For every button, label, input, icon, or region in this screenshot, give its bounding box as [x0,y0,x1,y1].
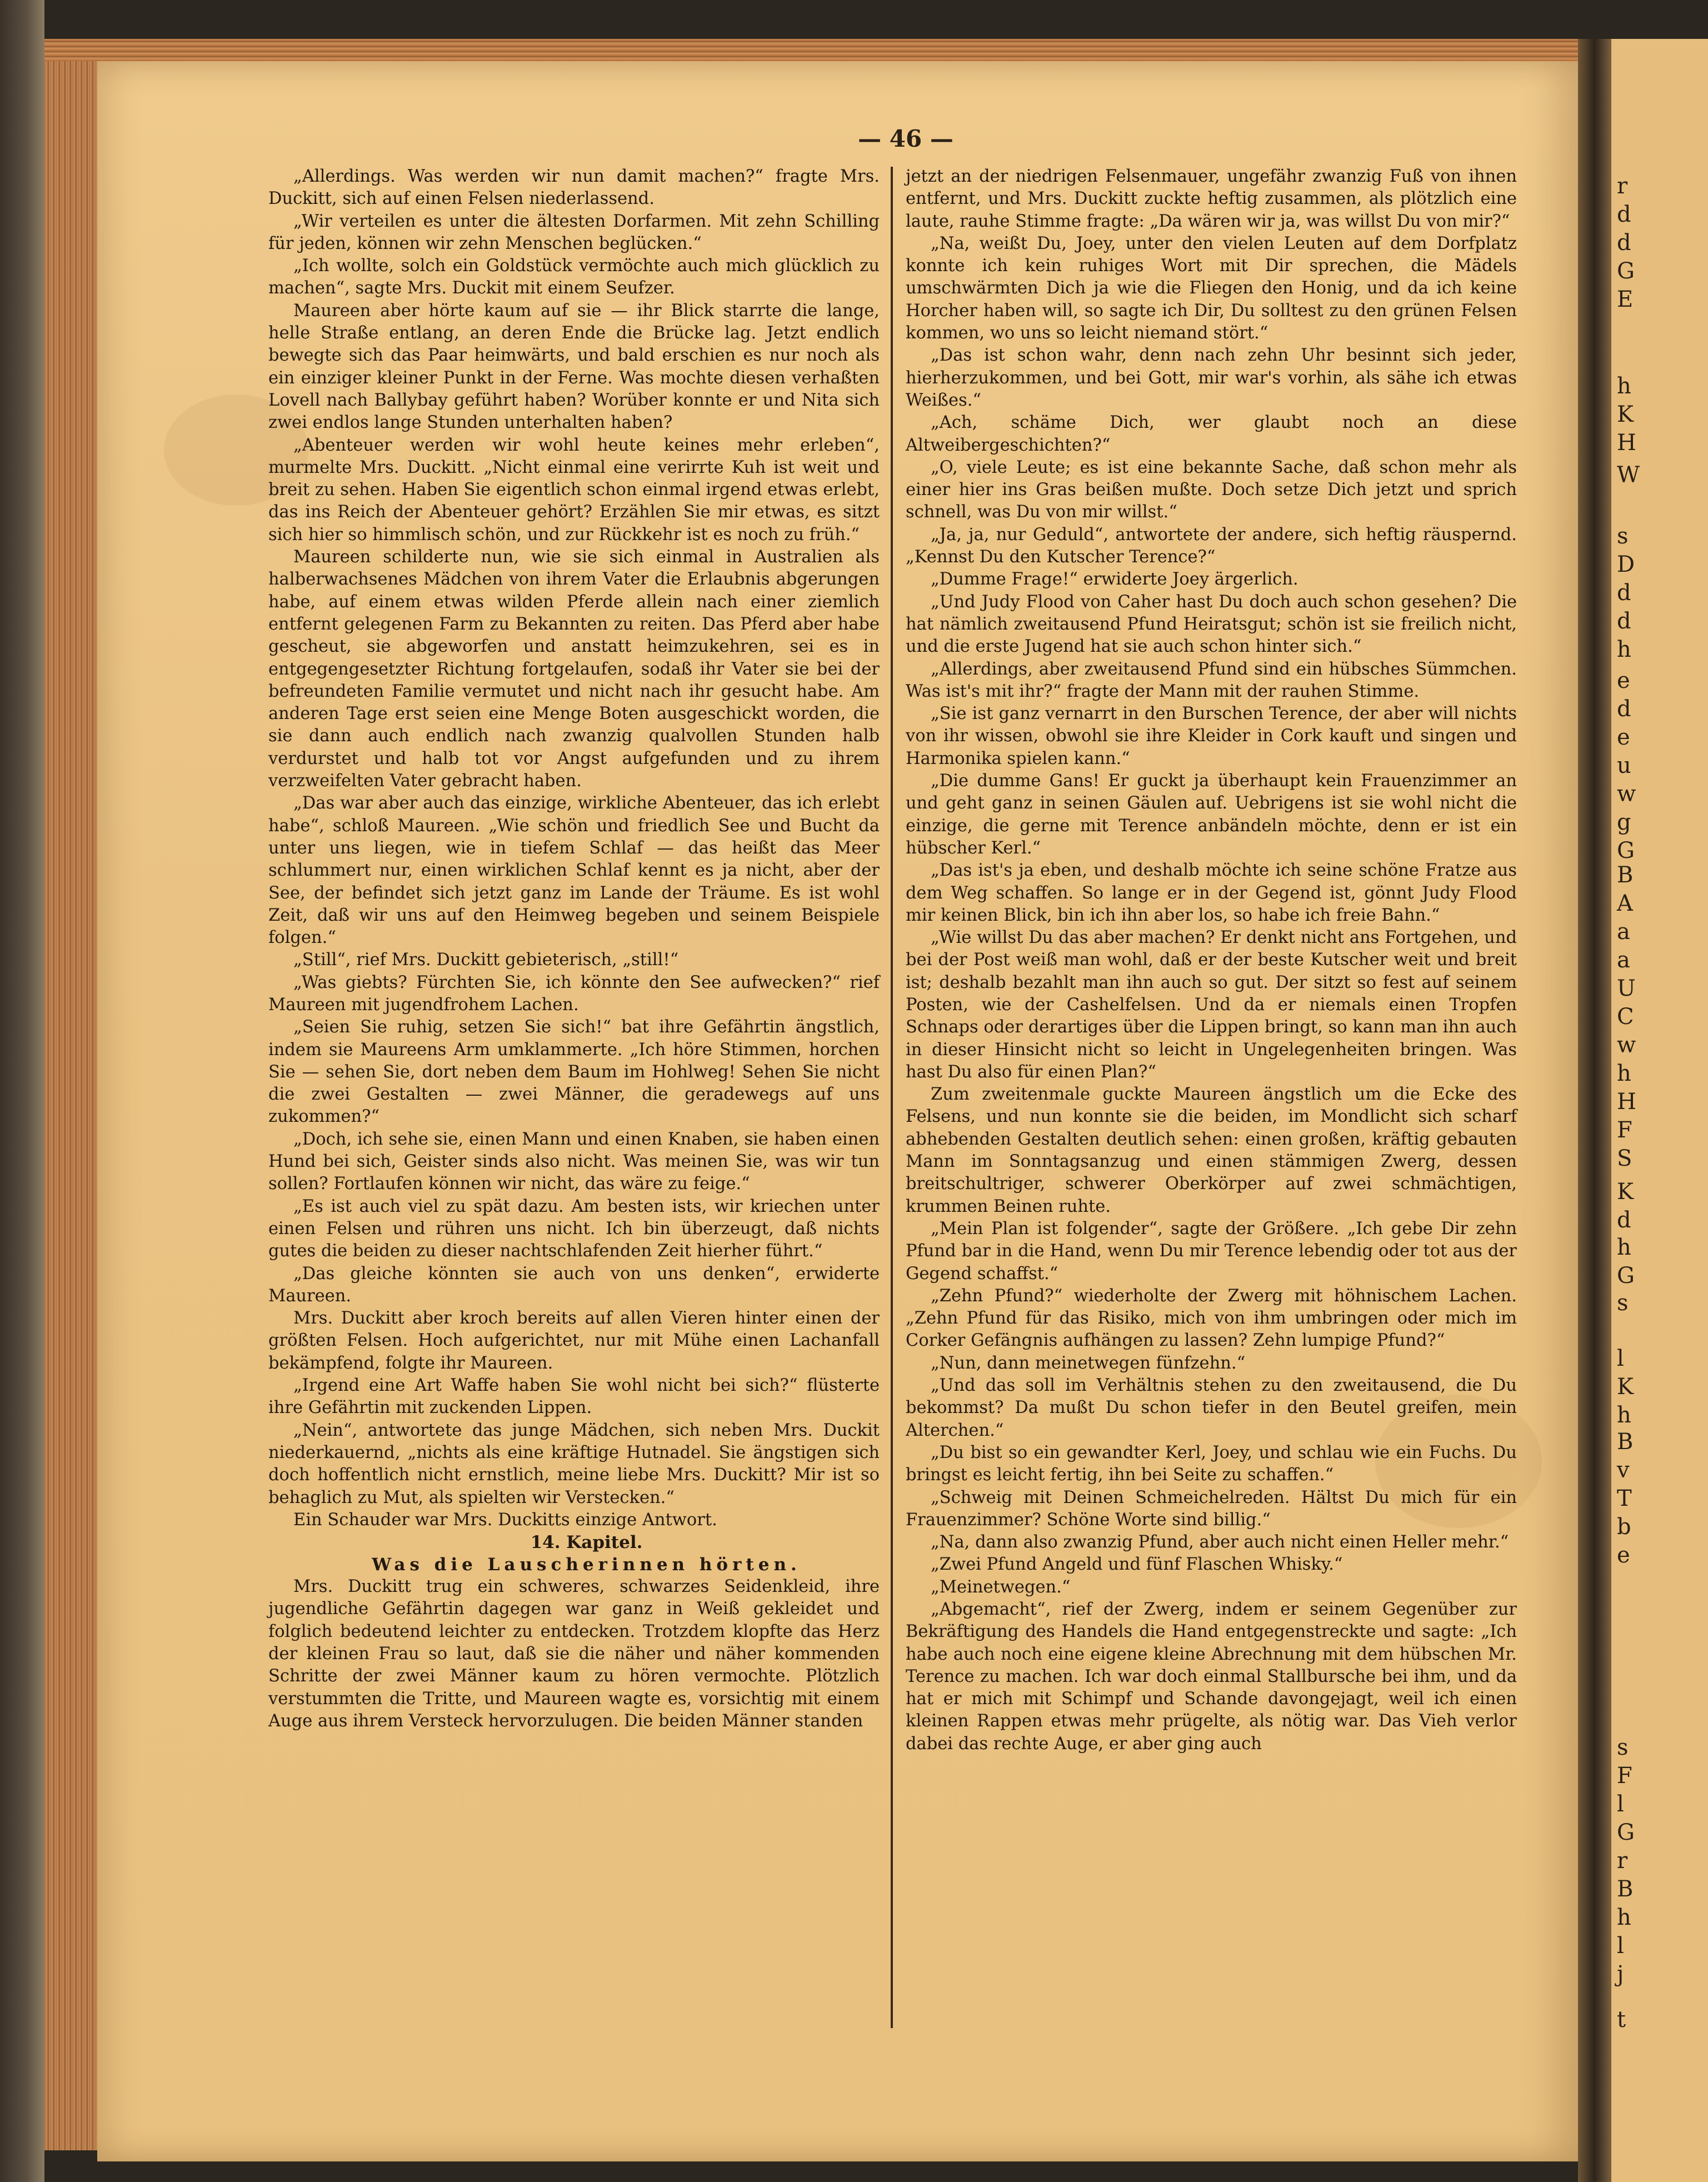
paragraph: „Na, weißt Du, Joey, unter den vielen Leuten auf dem Dorfplatz konnte ich kein ruhiges Wort mit Dir sprechen, die Mädels umschwärmten Dich ja wie die Fliegen den Honig, und da ich keine Horcher haben will, so sagte ich Dir, Du solltest zu den grünen Felsen kommen, wo uns so leicht niemand stört.“ [906,233,1517,343]
paragraph: Maureen schilderte nun, wie sie sich einmal in Australien als halberwachsenes Mädchen von ihrem Vater die Erlaubnis abgerungen habe, auf einem etwas wilden Pferde allein nach einer ziemlich entfernt gelegenen Farm zu Bekannten zu reiten. Das Pferd aber habe gescheut, sie abgeworfen und anstatt heimzukehren, sei es in entgegengesetzter Richtung fortgelaufen, sodaß ihr Vater sie bei der befreundeten Familie vermutet und nicht nach ihr gesucht habe. Am anderen Tage erst seien eine Menge Boten ausgeschickt worden, die sie dann auch endlich nach zwanzig qualvollen Stunden halb verdurstet und halb tot vor Angst aufgefunden und zu ihrem verzweifelten Vater gebracht haben. [268,547,880,791]
paragraph: „Na, dann also zwanzig Pfund, aber auch nicht einen Heller mehr.“ [931,1532,1509,1552]
chapter-number: 14. Kapitel. [530,1532,643,1553]
paragraph: „Sie ist ganz vernarrt in den Burschen Terence, der aber will nichts von ihr wissen, obwohl sie ihre Kleider in Cork kauft und singen und Harmonika spielen kann.“ [906,704,1517,768]
paragraph: „Doch, ich sehe sie, einen Mann und einen Knaben, sie haben einen Hund bei sich, Geister sinds also nicht. Was meinen Sie, was wir tun sollen? Fortlaufen können wir nicht, das wäre zu feige.“ [268,1129,880,1194]
adjacent-page-text-fragment: B A a a U C w h H F S [1617,862,1636,1171]
adjacent-page-text-fragment: t [1617,2007,1626,2033]
page-top-edge [44,39,1606,61]
paragraph: Zum zweitenmale guckte Maureen ängstlich um die Ecke des Felsens, und nun konnte sie die beiden, im Mondlicht sich scharf abhebenden Gestalten deutlich sehen: einen großen, kräftig gebauten Mann im Sonntagsanzug und einen stämmigen Zwerg, dessen breitschultriger, schwerer Oberkörper auf zwei schmächtigen, krummen Beinen ruhte. [906,1085,1517,1216]
paragraph: „Was giebts? Fürchten Sie, ich könnte den See aufwecken?“ rief Maureen mit jugendfrohem Lachen. [268,972,880,1015]
paragraph: „Nun, dann meinetwegen fünfzehn.“ [931,1353,1246,1373]
adjacent-page-text-fragment: K d [1617,1179,1634,1233]
left-text-column [268,166,880,1732]
paragraph: jetzt an der niedrigen Felsenmauer, ungefähr zwanzig Fuß von ihnen entfernt, und Mrs. Duckitt zuckte heftig zusammen, als plötzlich eine laute, rauhe Stimme fragte: „Da wären wir ja, was willst Du von mir?“ [906,167,1517,231]
adjacent-page-edge [1611,39,1708,2182]
paragraph: Ein Schauder war Mrs. Duckitts einzige Antwort. [293,1510,717,1530]
paragraph: „Irgend eine Art Waffe haben Sie wohl nicht bei sich?“ flüsterte ihre Gefährtin mit zuckenden Lippen. [268,1376,880,1418]
paragraph: „Seien Sie ruhig, setzen Sie sich!“ bat ihre Gefährtin ängstlich, indem sie Maureens Arm umklammerte. „Ich höre Stimmen, horchen Sie — sehen Sie, dort neben dem Baum im Hohlweg! Sehen Sie nicht die zwei Gestalten — zwei Männer, die geradewegs auf uns zukommen?“ [268,1017,880,1127]
paragraph: „Das ist's ja eben, und deshalb möchte ich seine schöne Fratze aus dem Weg schaffen. So lange er in der Gegend ist, gönnt Judy Flood mir keinen Blick, bin ich ihn aber los, so habe ich freie Bahn.“ [906,861,1517,925]
adjacent-page-text-fragment: s [1617,1290,1629,1316]
paragraph: „Wir verteilen es unter die ältesten Dorfarmen. Mit zehn Schilling für jeden, können wir zehn Menschen beglücken.“ [268,211,880,253]
right-text-column [906,166,1517,1755]
paragraph: „Allerdings. Was werden wir nun damit machen?“ fragte Mrs. Duckitt, sich auf einen Felsen niederlassend. [268,167,880,209]
paragraph: „Es ist auch viel zu spät dazu. Am besten ists, wir kriechen unter einen Felsen und rühren uns nicht. Ich bin überzeugt, daß nichts gutes die beiden zu dieser nachtschlafenden Zeit hierher führt.“ [268,1196,880,1261]
paragraph: „Das ist schon wahr, denn nach zehn Uhr besinnt sich jeder, hierherzukommen, und bei Gott, mir war's vorhin, als sähe ich etwas Weißes.“ [906,346,1517,410]
paragraph: „Abgemacht“, rief der Zwerg, indem er seinem Gegenüber zur Bekräftigung des Handels die Hand entgegenstreckte und sagte: „Ich habe auch noch eine eigene kleine Abrechnung mit dem hübschen Mr. Terence zu machen. Ich war doch einmal Stallbursche bei ihm, und da hat er mich mit Schimpf und Schande davongejagt, weil ich einen kleinen Rappen etwas mehr prügelte, als nötig war. Das Vieh verlor dabei das rechte Auge, er aber ging auch [906,1600,1517,1754]
paragraph: Mrs. Duckitt trug ein schweres, schwarzes Seidenkleid, ihre jugendliche Gefährtin dagegen war ganz in Weiß gekleidet und folglich bedeutend leichter zu entdecken. Trotzdem klopfte das Herz der kleinen Frau so laut, daß sie die näher und näher kommenden Schritte der zwei Männer kaum zu hören vermochte. Plötzlich verstummten die Tritte, und Maureen wagte es, vorsichtig mit einem Auge aus ihrem Versteck hervorzulugen. Die beiden Männer standen [268,1577,880,1731]
paragraph: „Die dumme Gans! Er guckt ja überhaupt kein Frauenzimmer an und geht ganz in seinen Gäulen auf. Uebrigens ist sie wohl nicht die einzige, die gerne mit Terence anbändeln möchte, denn er ist ein hübscher Kerl.“ [906,771,1517,858]
paragraph: „Zwei Pfund Angeld und fünf Flaschen Whisky.“ [931,1555,1343,1575]
paragraph: „Meinetwegen.“ [931,1577,1071,1597]
adjacent-page-text-fragment: h G [1617,1235,1635,1289]
paragraph: „Zehn Pfund?“ wiederholte der Zwerg mit höhnischem Lachen. „Zehn Pfund für das Risiko, mich von ihm umbringen oder mich im Corker Gefängnis aufhängen zu lassen? Zehn lumpige Pfund?“ [906,1286,1517,1351]
paragraph: „Still“, rief Mrs. Duckitt gebieterisch, „still!“ [293,950,679,970]
chapter-title: Was die Lauscherinnen hörten. [372,1555,801,1575]
paragraph: Maureen aber hörte kaum auf sie — ihr Blick starrte die lange, helle Straße entlang, an deren Ende die Brücke lag. Jetzt endlich bewegte sich das Paar heimwärts, und bald erschien es nur noch als ein einziger kleiner Punkt in der Ferne. Was mochte diesen verhaßten Lovell nach Ballybay geführt haben? Worüber konnte er und Nita sich zwei endlos lange Stunden unterhalten haben? [268,301,880,433]
adjacent-page-text-fragment: e d e u w g G [1617,668,1636,863]
paragraph: „Und Judy Flood von Caher hast Du doch auch schon gesehen? Die hat nämlich zweitausend Pfund Heiratsgut; schön ist sie freilich nicht, und die erste Jugend hat sie auch schon hinter sich.“ [906,592,1517,657]
paragraph: „Dumme Frage!“ erwiderte Joey ärgerlich. [931,570,1299,590]
adjacent-page-text-fragment: B v T b e [1617,1429,1634,1568]
book-spine-edge [0,0,44,2182]
paragraph: „Allerdings, aber zweitausend Pfund sind ein hübsches Sümmchen. Was ist's mit ihr?“ fragte der Mann mit der rauhen Stimme. [906,659,1517,701]
paragraph: „Das gleiche könnten sie auch von uns denken“, erwiderte Maureen. [268,1264,880,1306]
paragraph: „Schweig mit Deinen Schmeichelreden. Hältst Du mich für ein Frauenzimmer? Schöne Worte sind billig.“ [906,1487,1517,1530]
column-divider [891,167,893,2028]
paragraph: „Ach, schäme Dich, wer glaubt noch an diese Altweibergeschichten?“ [906,413,1517,455]
adjacent-page-text-fragment: h K H [1617,373,1636,456]
adjacent-page-text-fragment: s D d d h [1617,523,1635,662]
page-stack-edge [44,39,106,2150]
paragraph: „Nein“, antwortete das junge Mädchen, sich neben Mrs. Duckit niederkauernd, „nichts als eine kräftige Hutnadel. Sie ängstigen sich doch hoffentlich nicht ernstlich, meine liebe Mrs. Duckitt? Mir ist so behaglich zu Mut, als spielten wir Verstecken.“ [268,1420,880,1507]
paragraph: „Das war aber auch das einzige, wirkliche Abenteuer, das ich erlebt habe“, schloß Maureen. „Wie schön und friedlich See und Bucht da unter uns liegen, wie in tiefem Schlaf — das heißt das Meer schlummert nur, einen wirklichen Schlaf kennt es ja nicht, aber der See, der befindet sich jetzt ganz im Lande der Träume. Es ist wohl Zeit, daß wir uns auf den Heimweg begeben und seinem Beispiele folgen.“ [268,793,880,948]
adjacent-page-text-fragment: l K h [1617,1346,1634,1428]
paragraph: „Du bist so ein gewandter Kerl, Joey, und schlau wie ein Fuchs. Du bringst es leicht fertig, ihn bei Seite zu schaffen.“ [906,1442,1517,1485]
paragraph: „Ja, ja, nur Geduld“, antwortete der andere, sich heftig räuspernd. „Kennst Du den Kutscher Terence?“ [906,525,1517,567]
paragraph: „Wie willst Du das aber machen? Er denkt nicht ans Fortgehen, und bei der Post weiß man wohl, daß er der beste Kutscher weit und breit ist; deshalb bezahlt man ihn auch so gut. Der sitzt so fest auf seinem Posten, wie der Cashelfelsen. Und da er niemals einen Tropfen Schnaps oder derartiges über die Lippen bringt, so kann man ihn auch in dieser Hinsicht nicht so leicht in Ungelegenheiten bringen. Was hast Du also für einen Plan?“ [906,928,1517,1082]
page-number: — 46 — [858,125,953,152]
paragraph: „Und das soll im Verhältnis stehen zu den zweitausend, die Du bekommst? Da mußt Du schon tiefer in den Beutel greifen, mein Alterchen.“ [906,1376,1517,1440]
adjacent-page-text-fragment: r d d G E [1617,173,1635,312]
paragraph: Mrs. Duckitt aber kroch bereits auf allen Vieren hinter einen der größten Felsen. Hoch aufgerichtet, nur mit Mühe einen Lachanfall bekämpfend, folgte ihr Maureen. [268,1309,880,1373]
book-gutter [1578,39,1611,2182]
paragraph: „Ich wollte, solch ein Goldstück vermöchte auch mich glücklich zu machen“, sagte Mrs. Duckit mit einem Seufzer. [268,256,880,298]
paragraph: „Abenteuer werden wir wohl heute keines mehr erleben“, murmelte Mrs. Duckitt. „Nicht einmal eine verirrte Kuh ist weit und breit zu sehen. Haben Sie eigentlich schon einmal irgend etwas erlebt, das ins Reich der Abenteuer gehört? Erzählen Sie mir etwas, es sitzt sich hier so himmlisch schön, und zur Rückkehr ist es noch zu früh.“ [268,435,880,545]
paragraph: „O, viele Leute; es ist eine bekannte Sache, daß schon mehr als einer hier ins Gras beißen mußte. Doch setze Dich jetzt und sprich schnell, was Du von mir willst.“ [906,457,1517,522]
adjacent-page-text-fragment: W [1617,462,1640,488]
paragraph: „Mein Plan ist folgender“, sagte der Größere. „Ich gebe Dir zehn Pfund bar in die Hand, wenn Du mir Terence lebendig oder tot aus der Gegend schaffst.“ [906,1219,1517,1284]
adjacent-page-text-fragment: s F l G r B h l j [1617,1735,1635,1987]
